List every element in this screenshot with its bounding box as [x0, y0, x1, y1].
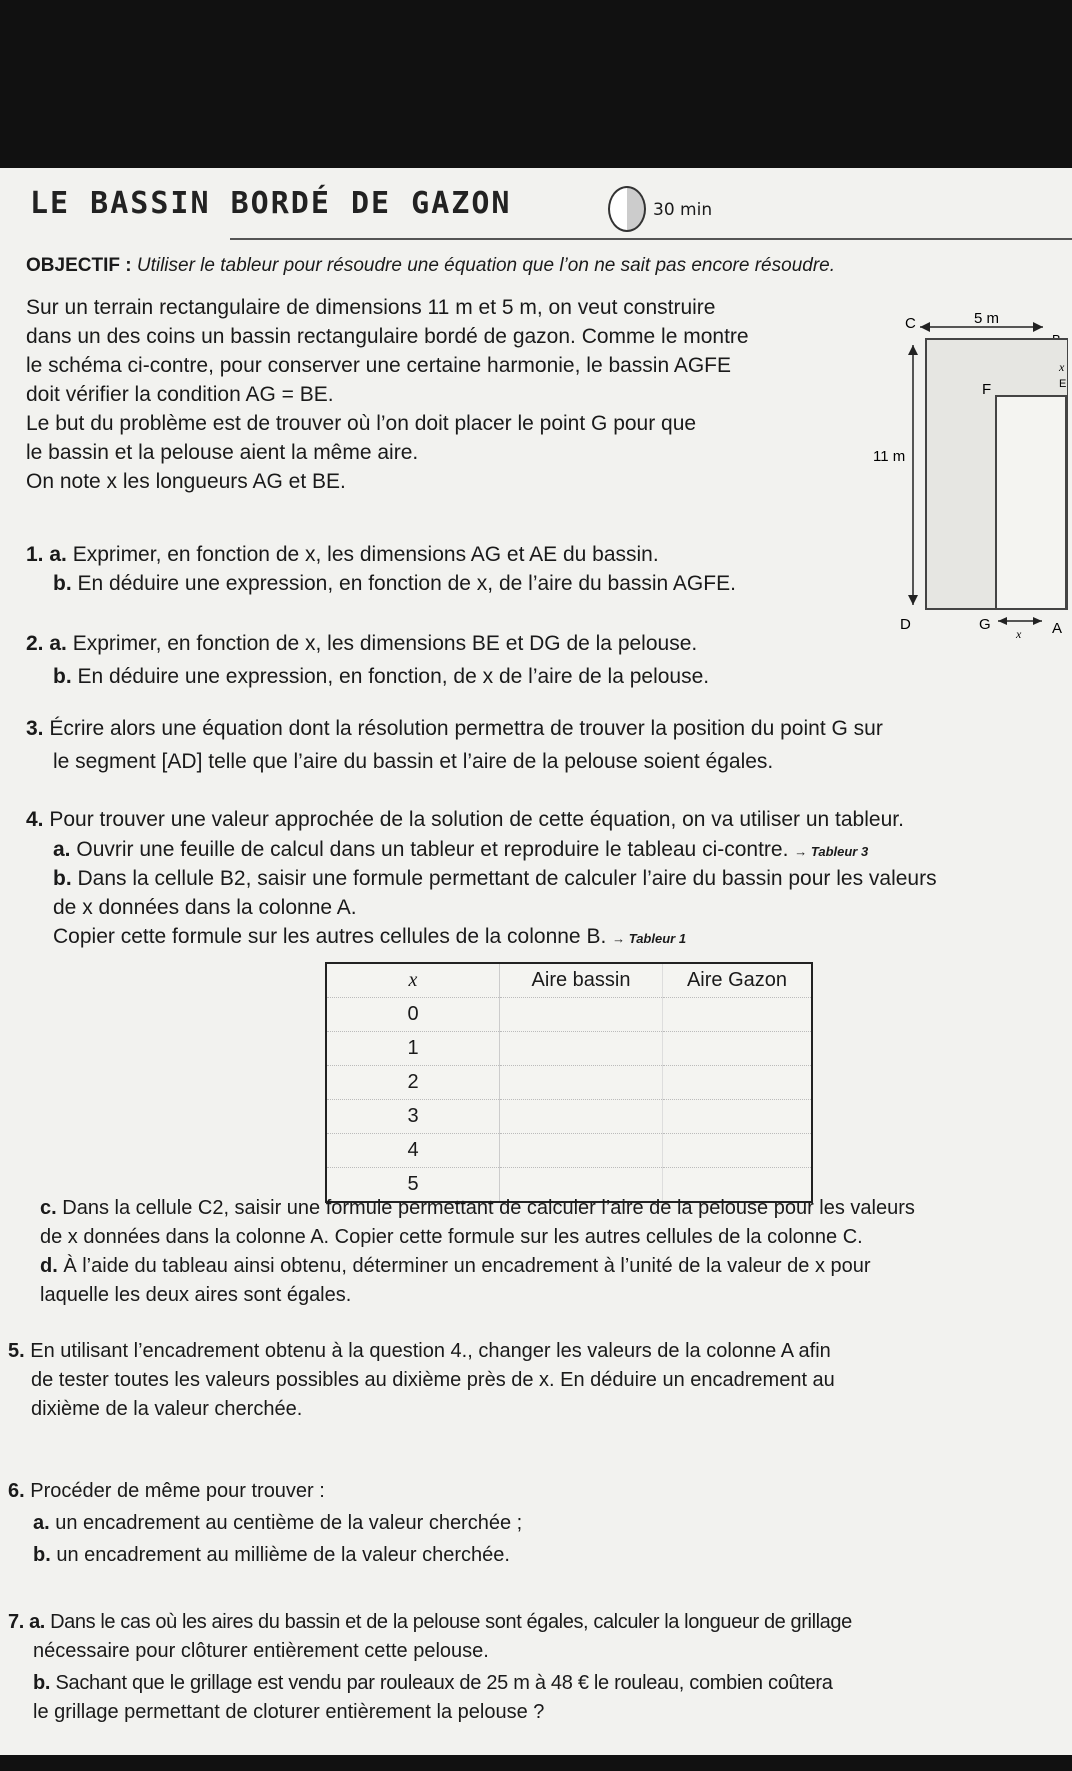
intro-line-6: le bassin et la pelouse aient la même aire. [26, 441, 419, 464]
intro-line-7: On note x les longueurs AG et BE. [26, 470, 346, 493]
q4-text-1: Pour trouver une valeur approchée de la solution de cette équation, on va utiliser un tableur. [49, 808, 904, 831]
header-aire-bassin: Aire bassin [500, 963, 663, 998]
spreadsheet-table [325, 962, 813, 1203]
clock-icon [608, 186, 646, 232]
q1-b [53, 570, 736, 598]
q6-a-label: a. [33, 1512, 50, 1534]
cell-aire-gazon [663, 998, 813, 1032]
q1-a [26, 541, 659, 569]
q4-b-ref: → Tableur 1 [612, 931, 687, 946]
label-F: F [982, 381, 992, 398]
q4-c-text-1: Dans la cellule C2, saisir une formule permettant de calculer l’aire de la pelouse pour les valeurs [62, 1197, 915, 1219]
q5-line-2: de tester toutes les valeurs possibles au dixième près de x. En déduire un encadrement au [31, 1369, 835, 1391]
page-title: LE BASSIN BORDÉ DE GAZON [30, 186, 512, 221]
q7-b-text-1: Sachant que le grillage est vendu par rouleaux de 25 m à 48 € le rouleau, combien coûtera [55, 1672, 833, 1694]
q5-line-1 [8, 1337, 831, 1365]
q4-c-line-1 [40, 1194, 915, 1222]
table-row [326, 998, 812, 1032]
q4-b-text-3: Copier cette formule sur les autres cellules de la colonne B. [53, 925, 607, 948]
q4-b-label: b. [53, 867, 72, 890]
cell-aire-bassin [500, 1066, 663, 1100]
q5-number: 5. [8, 1340, 25, 1362]
label-E: E [1059, 378, 1067, 390]
intro-line-2: dans un des coins un bassin rectangulaire bordé de gazon. Comme le montre [26, 325, 749, 348]
q4-b-text-1: Dans la cellule B2, saisir une formule permettant de calculer l’aire du bassin pour les valeurs [77, 867, 937, 890]
q2-number: 2. [26, 632, 44, 655]
q2-b-label: b. [53, 665, 72, 688]
q4-d-text-1: À l’aide du tableau ainsi obtenu, déterminer un encadrement à l’unité de la valeur de x pour [63, 1255, 871, 1277]
cell-x: 5 [326, 1168, 500, 1203]
table-row [326, 1134, 812, 1168]
cell-aire-gazon [663, 1066, 813, 1100]
duration-label: 30 min [653, 200, 713, 220]
intro-line-1: Sur un terrain rectangulaire de dimensions 11 m et 5 m, on veut construire [26, 296, 716, 319]
q7-a-line-2: nécessaire pour clôturer entièrement cette pelouse. [33, 1640, 489, 1662]
q5-line-3: dixième de la valeur cherchée. [31, 1398, 303, 1420]
table-row [326, 1100, 812, 1134]
q4-line-1 [26, 806, 904, 834]
q6-text-1: Procéder de même pour trouver : [30, 1480, 325, 1502]
q1-a-label: a. [49, 543, 67, 566]
q4-a-ref: → Tableur 3 [794, 844, 869, 859]
q5-text-1: En utilisant l’encadrement obtenu à la question 4., changer les valeurs de la colonne A afin [30, 1340, 831, 1362]
q1-b-label: b. [53, 572, 72, 595]
width-label: 5 m [974, 310, 1000, 327]
q6-number: 6. [8, 1480, 25, 1502]
q3-number: 3. [26, 717, 44, 740]
q7-a-text-1: Dans le cas où les aires du bassin et de la pelouse sont égales, calculer la longueur de grillage [50, 1611, 852, 1633]
q6-line-1 [8, 1477, 325, 1505]
q4-c-line-2: de x données dans la colonne A. Copier cette formule sur les autres cellules de la colonne C. [40, 1226, 863, 1248]
label-C: C [905, 315, 916, 332]
q6-a-text: un encadrement au centième de la valeur cherchée ; [55, 1512, 523, 1534]
cell-aire-gazon [663, 1100, 813, 1134]
q4-c-label: c. [40, 1197, 57, 1219]
label-x-bottom: x [1016, 627, 1022, 641]
objective-text: Utiliser le tableur pour résoudre une équation que l’on ne sait pas encore résoudre. [136, 255, 836, 276]
cell-aire-bassin [500, 1134, 663, 1168]
title-divider [230, 238, 1072, 240]
q6-b-text: un encadrement au millième de la valeur cherchée. [56, 1544, 510, 1566]
q6-b-label: b. [33, 1544, 51, 1566]
intro-line-5: Le but du problème est de trouver où l’on doit placer le point G pour que [26, 412, 697, 435]
q4-d-line-1 [40, 1252, 871, 1280]
bassin-rect [996, 396, 1066, 609]
q4-b-line-2: de x données dans la colonne A. [53, 896, 357, 919]
objective [26, 255, 835, 277]
q3-line-1 [26, 715, 883, 743]
q7-a-line-1 [8, 1608, 852, 1636]
table-row [326, 1066, 812, 1100]
q3-text-1: Écrire alors une équation dont la résolution permettra de trouver la position du point G sur [49, 717, 883, 740]
cell-aire-bassin [500, 998, 663, 1032]
bottom-dark-band [0, 1755, 1072, 1771]
cell-x: 1 [326, 1032, 500, 1066]
cell-x: 2 [326, 1066, 500, 1100]
terrain-diagram [858, 305, 1068, 645]
label-x-right: x [1059, 360, 1065, 374]
q6-b [33, 1541, 510, 1569]
table-header-row [326, 963, 812, 998]
q4-number: 4. [26, 808, 44, 831]
q2-a-text: Exprimer, en fonction de x, les dimensions BE et DG de la pelouse. [72, 632, 698, 655]
label-G: G [979, 616, 991, 633]
q6-a [33, 1509, 522, 1537]
q4-b-line-3 [53, 923, 686, 953]
q4-a-label: a. [53, 838, 71, 861]
cell-aire-gazon [663, 1134, 813, 1168]
header-aire-gazon: Aire Gazon [663, 963, 813, 998]
q1-a-text: Exprimer, en fonction de x, les dimensions AG et AE du bassin. [72, 543, 659, 566]
q2-a [26, 630, 697, 658]
q1-number: 1. [26, 543, 44, 566]
header-x: x [326, 963, 500, 998]
cell-aire-bassin [500, 1100, 663, 1134]
objective-label: OBJECTIF : [26, 255, 132, 276]
q3-line-2: le segment [AD] telle que l’aire du bassin et l’aire de la pelouse soient égales. [53, 750, 774, 773]
cell-aire-gazon [663, 1032, 813, 1066]
q1-b-text: En déduire une expression, en fonction de x, de l’aire du bassin AGFE. [77, 572, 736, 595]
q2-a-label: a. [49, 632, 67, 655]
label-A: A [1052, 620, 1063, 637]
q4-d-label: d. [40, 1255, 58, 1277]
q4-d-line-2: laquelle les deux aires sont égales. [40, 1284, 352, 1306]
height-label: 11 m [873, 448, 906, 465]
cell-x: 4 [326, 1134, 500, 1168]
cell-x: 3 [326, 1100, 500, 1134]
table-row [326, 1032, 812, 1066]
q2-b [53, 663, 709, 691]
q7-b-line-1 [33, 1669, 833, 1697]
q4-b-line-1 [53, 865, 937, 893]
q7-b-label: b. [33, 1672, 51, 1694]
cell-x: 0 [326, 998, 500, 1032]
cell-aire-bassin [500, 1032, 663, 1066]
q7-number: 7. [8, 1611, 24, 1633]
label-D: D [900, 616, 911, 633]
q4-a-text: Ouvrir une feuille de calcul dans un tableur et reproduire le tableau ci-contre. [76, 838, 789, 861]
q2-b-text: En déduire une expression, en fonction, de x de l’aire de la pelouse. [77, 665, 710, 688]
q7-a-label: a. [29, 1611, 45, 1633]
top-dark-band [0, 0, 1072, 168]
q7-b-line-2: le grillage permettant de cloturer entièrement la pelouse ? [33, 1701, 545, 1723]
intro-line-3: le schéma ci-contre, pour conserver une certaine harmonie, le bassin AGFE [26, 354, 732, 377]
intro-line-4: doit vérifier la condition AG = BE. [26, 383, 334, 406]
q4-a [53, 836, 868, 866]
